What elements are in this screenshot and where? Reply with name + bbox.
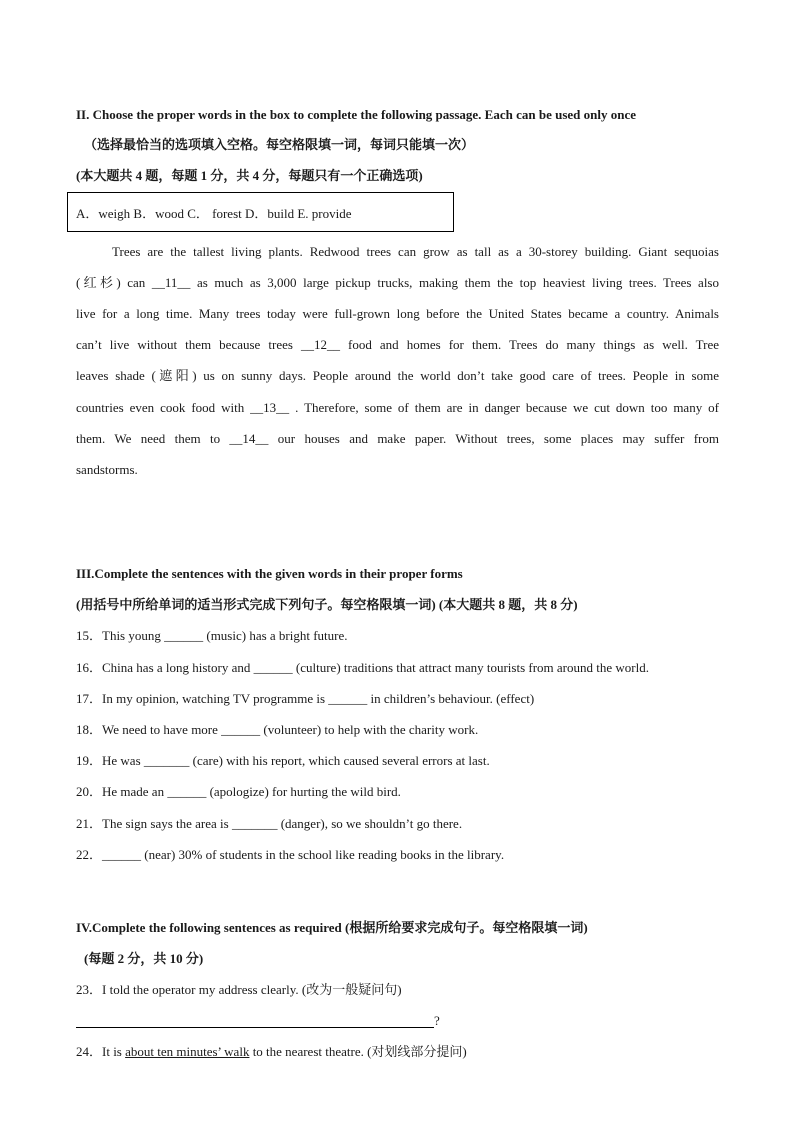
question-mark: ?	[434, 1013, 440, 1028]
section2-instruction: （选择最恰当的选项填入空格。每空格限填一词，每词只能填一次）	[84, 137, 475, 152]
section3-instruction: (用括号中所给单词的适当形式完成下列句子。每空格限填一词) (本大题共 8 题，共 8 分)	[76, 597, 578, 612]
question-20: 20．He made an ______ (apologize) for hurting the wild bird.	[76, 784, 401, 799]
question-19: 19．He was _______ (care) with his report, which caused several errors at last.	[76, 753, 490, 768]
passage-line: leaves shade (遮阳) us on sunny days. People around the world don’t take good care of trees. People in some	[76, 368, 719, 383]
section2-score: (本大题共 4 题，每题 1 分，共 4 分，每题只有一个正确选项)	[76, 168, 423, 183]
passage-line: (红杉) can __11__ as much as 3,000 large pickup trucks, making them the top heaviest living trees. Trees also	[76, 275, 719, 290]
question-15: 15．This young ______ (music) has a bright future.	[76, 628, 348, 643]
question-17: 17．In my opinion, watching TV programme is ______ in children’s behaviour. (effect)	[76, 691, 535, 706]
passage-line: can’t live without them because trees __12__ food and homes for them. Trees do many things as well. Tree	[76, 337, 719, 352]
section2-title: II. Choose the proper words in the box to complete the following passage. Each can be used only once	[76, 107, 636, 122]
question-24-suffix: to the nearest theatre. (对划线部分提问)	[249, 1044, 467, 1059]
question-23: 23．I told the operator my address clearly. (改为一般疑问句)	[76, 982, 402, 997]
section3-title: III.Complete the sentences with the given words in their proper forms	[76, 566, 463, 581]
passage-line: them. We need them to __14__ our houses and make paper. Without trees, some places may suffer from	[76, 431, 719, 446]
question-16: 16．China has a long history and ______ (culture) traditions that attract many tourists from around the world.	[76, 660, 649, 675]
question-21: 21．The sign says the area is _______ (danger), so we shouldn’t go there.	[76, 816, 463, 831]
passage-line: Trees are the tallest living plants. Redwood trees can grow as tall as a 30-storey building. Giant sequoias	[112, 244, 719, 259]
underlined-phrase: about ten minutes’ walk	[125, 1044, 250, 1059]
question-24-prefix: 24．It is	[76, 1044, 126, 1059]
passage-line: live for a long time. Many trees today were full-grown long before the United States became a country. Animals	[76, 306, 719, 321]
passage-line: sandstorms.	[76, 462, 138, 477]
passage-line: countries even cook food with __13__ . Therefore, some of them are in danger because we cut down too many of	[76, 400, 719, 415]
word-box	[67, 192, 454, 232]
section4-score: (每题 2 分，共 10 分)	[84, 951, 204, 966]
question-22: 22．______ (near) 30% of students in the school like reading books in the library.	[76, 847, 505, 862]
question-18: 18．We need to have more ______ (volunteer) to help with the charity work.	[76, 722, 479, 737]
section4-title: IV.Complete the following sentences as required (根据所给要求完成句子。每空格限填一词)	[76, 920, 588, 935]
answer-line	[76, 1027, 434, 1028]
word-options: A．weigh B．wood C． forest D．build E. provide	[76, 206, 352, 221]
question-24	[76, 1044, 467, 1060]
